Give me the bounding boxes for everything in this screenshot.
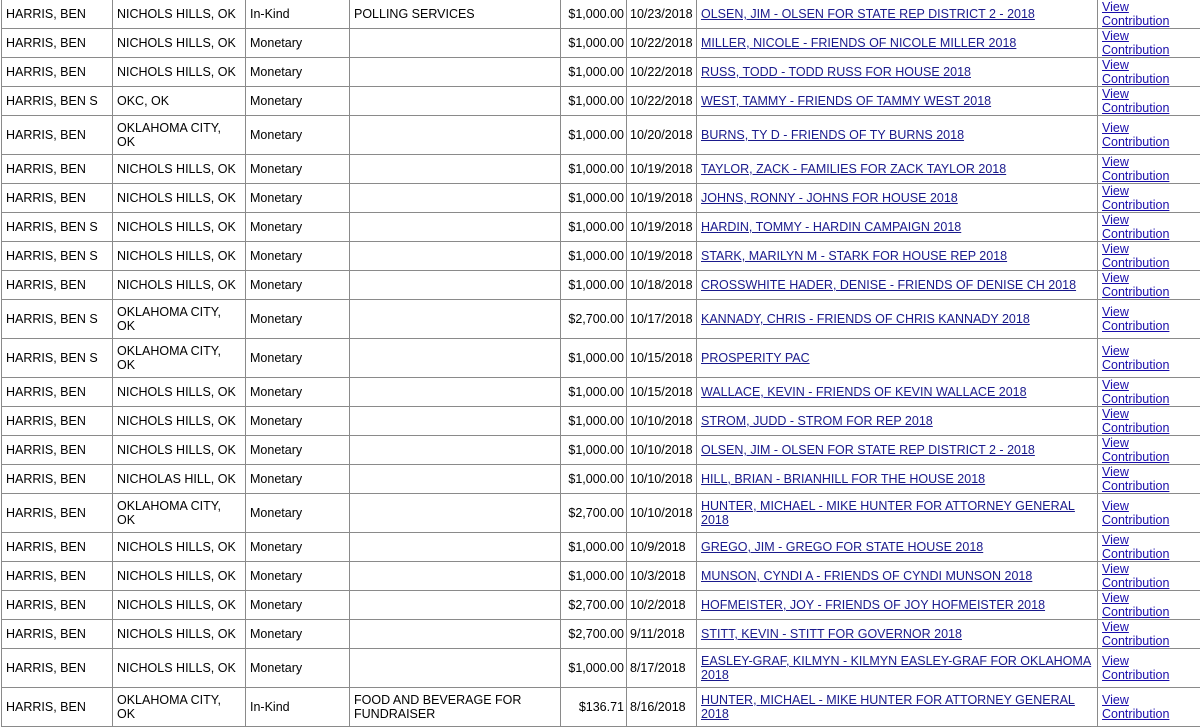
recipient-link[interactable]: HILL, BRIAN - BRIANHILL FOR THE HOUSE 2018	[701, 472, 985, 486]
recipient-cell	[697, 436, 1098, 465]
date-cell: 10/3/2018	[627, 562, 697, 591]
description-cell: POLLING SERVICES	[350, 0, 561, 29]
recipient-link[interactable]: STARK, MARILYN M - STARK FOR HOUSE REP 2018	[701, 249, 1007, 263]
amount-cell: $1,000.00	[561, 116, 627, 155]
description-cell	[350, 29, 561, 58]
contributor-name-cell: HARRIS, BEN	[2, 184, 113, 213]
table-row	[2, 58, 1200, 87]
description-cell	[350, 339, 561, 378]
view-contribution-cell	[1098, 494, 1200, 533]
amount-cell: $1,000.00	[561, 649, 627, 688]
recipient-link[interactable]: TAYLOR, ZACK - FAMILIES FOR ZACK TAYLOR 2018	[701, 162, 1006, 176]
view-contribution-cell	[1098, 436, 1200, 465]
contributor-city-cell: OKLAHOMA CITY, OK	[113, 688, 246, 727]
description-cell	[350, 116, 561, 155]
table-row	[2, 300, 1200, 339]
amount-cell: $1,000.00	[561, 87, 627, 116]
contribution-type-cell: Monetary	[246, 58, 350, 87]
contributor-name-cell: HARRIS, BEN S	[2, 213, 113, 242]
amount-cell: $1,000.00	[561, 58, 627, 87]
contribution-type-cell: Monetary	[246, 87, 350, 116]
contribution-type-cell: Monetary	[246, 620, 350, 649]
recipient-link[interactable]: EASLEY-GRAF, KILMYN - KILMYN EASLEY-GRAF FOR OKLAHOMA 2018	[701, 654, 1091, 682]
amount-cell: $1,000.00	[561, 0, 627, 29]
view-contribution-link[interactable]: View Contribution	[1102, 121, 1169, 149]
contributor-name-cell: HARRIS, BEN	[2, 591, 113, 620]
contributor-city-cell: NICHOLS HILLS, OK	[113, 649, 246, 688]
view-contribution-link[interactable]: View Contribution	[1102, 155, 1169, 183]
contributor-city-cell: NICHOLS HILLS, OK	[113, 591, 246, 620]
description-cell	[350, 58, 561, 87]
recipient-link[interactable]: RUSS, TODD - TODD RUSS FOR HOUSE 2018	[701, 65, 971, 79]
description-cell	[350, 436, 561, 465]
description-cell	[350, 562, 561, 591]
date-cell: 9/11/2018	[627, 620, 697, 649]
date-cell: 10/19/2018	[627, 213, 697, 242]
contributor-name-cell: HARRIS, BEN	[2, 155, 113, 184]
table-row	[2, 184, 1200, 213]
view-contribution-cell	[1098, 339, 1200, 378]
view-contribution-cell	[1098, 242, 1200, 271]
description-cell	[350, 620, 561, 649]
date-cell: 10/2/2018	[627, 591, 697, 620]
amount-cell: $1,000.00	[561, 242, 627, 271]
description-cell	[350, 494, 561, 533]
recipient-link[interactable]: HOFMEISTER, JOY - FRIENDS OF JOY HOFMEISTER 2018	[701, 598, 1045, 612]
table-row	[2, 242, 1200, 271]
description-cell	[350, 591, 561, 620]
contributor-name-cell: HARRIS, BEN	[2, 620, 113, 649]
recipient-link[interactable]: GREGO, JIM - GREGO FOR STATE HOUSE 2018	[701, 540, 983, 554]
contribution-type-cell: Monetary	[246, 116, 350, 155]
view-contribution-cell	[1098, 591, 1200, 620]
recipient-link[interactable]: HUNTER, MICHAEL - MIKE HUNTER FOR ATTORNEY GENERAL 2018	[701, 693, 1075, 721]
table-row	[2, 649, 1200, 688]
view-contribution-link[interactable]: View Contribution	[1102, 499, 1169, 527]
recipient-cell	[697, 562, 1098, 591]
date-cell: 10/10/2018	[627, 407, 697, 436]
view-contribution-link[interactable]: View Contribution	[1102, 184, 1169, 212]
view-contribution-cell	[1098, 58, 1200, 87]
amount-cell: $1,000.00	[561, 465, 627, 494]
date-cell: 10/19/2018	[627, 184, 697, 213]
table-row	[2, 407, 1200, 436]
view-contribution-cell	[1098, 649, 1200, 688]
date-cell: 10/19/2018	[627, 242, 697, 271]
recipient-link[interactable]: CROSSWHITE HADER, DENISE - FRIENDS OF DENISE CH 2018	[701, 278, 1076, 292]
description-cell	[350, 465, 561, 494]
recipient-link[interactable]: STROM, JUDD - STROM FOR REP 2018	[701, 414, 933, 428]
recipient-link[interactable]: MUNSON, CYNDI A - FRIENDS OF CYNDI MUNSON 2018	[701, 569, 1032, 583]
view-contribution-link[interactable]: View Contribution	[1102, 591, 1169, 619]
date-cell: 10/18/2018	[627, 271, 697, 300]
contribution-type-cell: Monetary	[246, 494, 350, 533]
recipient-cell	[697, 465, 1098, 494]
description-cell	[350, 242, 561, 271]
amount-cell: $1,000.00	[561, 184, 627, 213]
table-row	[2, 29, 1200, 58]
contributor-city-cell: NICHOLS HILLS, OK	[113, 378, 246, 407]
contribution-type-cell: Monetary	[246, 465, 350, 494]
date-cell: 10/9/2018	[627, 533, 697, 562]
recipient-link[interactable]: WEST, TAMMY - FRIENDS OF TAMMY WEST 2018	[701, 94, 991, 108]
table-row	[2, 213, 1200, 242]
recipient-cell	[697, 300, 1098, 339]
date-cell: 10/23/2018	[627, 0, 697, 29]
recipient-link[interactable]: HUNTER, MICHAEL - MIKE HUNTER FOR ATTORNEY GENERAL 2018	[701, 499, 1075, 527]
date-cell: 10/10/2018	[627, 465, 697, 494]
table-row	[2, 155, 1200, 184]
contribution-type-cell: In-Kind	[246, 0, 350, 29]
recipient-cell	[697, 242, 1098, 271]
contributor-city-cell: NICHOLS HILLS, OK	[113, 271, 246, 300]
view-contribution-cell	[1098, 688, 1200, 727]
date-cell: 10/15/2018	[627, 339, 697, 378]
view-contribution-cell	[1098, 271, 1200, 300]
view-contribution-cell	[1098, 155, 1200, 184]
view-contribution-cell	[1098, 300, 1200, 339]
contributor-city-cell: NICHOLS HILLS, OK	[113, 407, 246, 436]
recipient-cell	[697, 649, 1098, 688]
view-contribution-cell	[1098, 620, 1200, 649]
table-row	[2, 591, 1200, 620]
description-cell	[350, 649, 561, 688]
recipient-cell	[697, 688, 1098, 727]
contributor-name-cell: HARRIS, BEN	[2, 116, 113, 155]
contributor-name-cell: HARRIS, BEN	[2, 29, 113, 58]
view-contribution-cell	[1098, 184, 1200, 213]
view-contribution-link[interactable]: View Contribution	[1102, 436, 1169, 464]
recipient-link[interactable]: JOHNS, RONNY - JOHNS FOR HOUSE 2018	[701, 191, 958, 205]
recipient-cell	[697, 271, 1098, 300]
contributor-name-cell: HARRIS, BEN	[2, 494, 113, 533]
table-row	[2, 339, 1200, 378]
amount-cell: $1,000.00	[561, 213, 627, 242]
description-cell	[350, 300, 561, 339]
recipient-cell	[697, 620, 1098, 649]
contributor-city-cell: OKLAHOMA CITY, OK	[113, 116, 246, 155]
recipient-link[interactable]: HARDIN, TOMMY - HARDIN CAMPAIGN 2018	[701, 220, 961, 234]
contributor-name-cell: HARRIS, BEN	[2, 271, 113, 300]
recipient-cell	[697, 378, 1098, 407]
table-row	[2, 465, 1200, 494]
contribution-type-cell: Monetary	[246, 649, 350, 688]
description-cell	[350, 271, 561, 300]
view-contribution-link[interactable]: View Contribution	[1102, 465, 1169, 493]
amount-cell: $1,000.00	[561, 407, 627, 436]
description-cell	[350, 533, 561, 562]
date-cell: 8/17/2018	[627, 649, 697, 688]
date-cell: 10/20/2018	[627, 116, 697, 155]
description-cell	[350, 378, 561, 407]
contributor-city-cell: NICHOLAS HILL, OK	[113, 465, 246, 494]
contributor-city-cell: NICHOLS HILLS, OK	[113, 213, 246, 242]
view-contribution-cell	[1098, 378, 1200, 407]
amount-cell: $136.71	[561, 688, 627, 727]
contributor-city-cell: OKC, OK	[113, 87, 246, 116]
contributor-name-cell: HARRIS, BEN	[2, 688, 113, 727]
table-row	[2, 271, 1200, 300]
table-row	[2, 378, 1200, 407]
amount-cell: $2,700.00	[561, 494, 627, 533]
table-row	[2, 0, 1200, 29]
contributor-name-cell: HARRIS, BEN	[2, 378, 113, 407]
view-contribution-link[interactable]: View Contribution	[1102, 654, 1169, 682]
description-cell	[350, 213, 561, 242]
date-cell: 10/19/2018	[627, 155, 697, 184]
table-row	[2, 533, 1200, 562]
amount-cell: $1,000.00	[561, 436, 627, 465]
table-row	[2, 562, 1200, 591]
view-contribution-link[interactable]: View Contribution	[1102, 407, 1169, 435]
view-contribution-cell	[1098, 407, 1200, 436]
contributor-name-cell: HARRIS, BEN	[2, 533, 113, 562]
table-body	[2, 0, 1200, 727]
contributor-name-cell: HARRIS, BEN	[2, 649, 113, 688]
view-contribution-cell	[1098, 29, 1200, 58]
contributor-city-cell: NICHOLS HILLS, OK	[113, 58, 246, 87]
recipient-cell	[697, 87, 1098, 116]
contributor-name-cell: HARRIS, BEN	[2, 407, 113, 436]
table-row	[2, 494, 1200, 533]
view-contribution-link[interactable]: View Contribution	[1102, 87, 1169, 115]
amount-cell: $1,000.00	[561, 271, 627, 300]
contributor-name-cell: HARRIS, BEN S	[2, 300, 113, 339]
table-row	[2, 620, 1200, 649]
amount-cell: $2,700.00	[561, 300, 627, 339]
view-contribution-link[interactable]: View Contribution	[1102, 29, 1169, 57]
contribution-type-cell: Monetary	[246, 407, 350, 436]
contribution-type-cell: Monetary	[246, 562, 350, 591]
date-cell: 10/22/2018	[627, 29, 697, 58]
date-cell: 10/10/2018	[627, 494, 697, 533]
contributor-city-cell: OKLAHOMA CITY, OK	[113, 494, 246, 533]
contribution-type-cell: Monetary	[246, 271, 350, 300]
recipient-cell	[697, 591, 1098, 620]
recipient-link[interactable]: STITT, KEVIN - STITT FOR GOVERNOR 2018	[701, 627, 962, 641]
view-contribution-link[interactable]: View Contribution	[1102, 344, 1169, 372]
contributor-name-cell: HARRIS, BEN	[2, 562, 113, 591]
contribution-type-cell: Monetary	[246, 591, 350, 620]
contributor-name-cell: HARRIS, BEN S	[2, 87, 113, 116]
date-cell: 10/15/2018	[627, 378, 697, 407]
recipient-cell	[697, 29, 1098, 58]
amount-cell: $1,000.00	[561, 562, 627, 591]
view-contribution-cell	[1098, 0, 1200, 29]
contributor-city-cell: NICHOLS HILLS, OK	[113, 562, 246, 591]
contribution-type-cell: Monetary	[246, 184, 350, 213]
contributor-city-cell: NICHOLS HILLS, OK	[113, 0, 246, 29]
recipient-link[interactable]: KANNADY, CHRIS - FRIENDS OF CHRIS KANNADY 2018	[701, 312, 1030, 326]
view-contribution-cell	[1098, 465, 1200, 494]
contributor-city-cell: NICHOLS HILLS, OK	[113, 620, 246, 649]
view-contribution-link[interactable]: View Contribution	[1102, 0, 1169, 28]
description-cell	[350, 155, 561, 184]
table-row	[2, 436, 1200, 465]
view-contribution-link[interactable]: View Contribution	[1102, 213, 1169, 241]
date-cell: 10/22/2018	[627, 58, 697, 87]
table-row	[2, 116, 1200, 155]
recipient-cell	[697, 213, 1098, 242]
recipient-link[interactable]: WALLACE, KEVIN - FRIENDS OF KEVIN WALLACE 2018	[701, 385, 1027, 399]
recipient-link[interactable]: PROSPERITY PAC	[701, 351, 810, 365]
recipient-cell	[697, 339, 1098, 378]
contribution-type-cell: Monetary	[246, 300, 350, 339]
view-contribution-link[interactable]: View Contribution	[1102, 562, 1169, 590]
table-row	[2, 688, 1200, 727]
view-contribution-cell	[1098, 213, 1200, 242]
contributor-city-cell: NICHOLS HILLS, OK	[113, 155, 246, 184]
view-contribution-cell	[1098, 533, 1200, 562]
contributor-name-cell: HARRIS, BEN S	[2, 242, 113, 271]
view-contribution-link[interactable]: View Contribution	[1102, 242, 1169, 270]
view-contribution-link[interactable]: View Contribution	[1102, 271, 1169, 299]
contributor-name-cell: HARRIS, BEN	[2, 436, 113, 465]
recipient-link[interactable]: MILLER, NICOLE - FRIENDS OF NICOLE MILLER 2018	[701, 36, 1016, 50]
contributor-city-cell: NICHOLS HILLS, OK	[113, 184, 246, 213]
contributor-name-cell: HARRIS, BEN S	[2, 339, 113, 378]
contributor-city-cell: NICHOLS HILLS, OK	[113, 242, 246, 271]
recipient-cell	[697, 494, 1098, 533]
amount-cell: $2,700.00	[561, 591, 627, 620]
contributor-name-cell: HARRIS, BEN	[2, 465, 113, 494]
view-contribution-link[interactable]: View Contribution	[1102, 378, 1169, 406]
recipient-link[interactable]: OLSEN, JIM - OLSEN FOR STATE REP DISTRICT 2 - 2018	[701, 443, 1035, 457]
date-cell: 10/22/2018	[627, 87, 697, 116]
recipient-cell	[697, 184, 1098, 213]
description-cell: FOOD AND BEVERAGE FOR FUNDRAISER	[350, 688, 561, 727]
view-contribution-link[interactable]: View Contribution	[1102, 620, 1169, 648]
description-cell	[350, 87, 561, 116]
recipient-link[interactable]: BURNS, TY D - FRIENDS OF TY BURNS 2018	[701, 128, 964, 142]
amount-cell: $1,000.00	[561, 533, 627, 562]
contributor-city-cell: NICHOLS HILLS, OK	[113, 533, 246, 562]
contribution-type-cell: Monetary	[246, 533, 350, 562]
recipient-cell	[697, 155, 1098, 184]
view-contribution-cell	[1098, 562, 1200, 591]
date-cell: 10/10/2018	[627, 436, 697, 465]
contribution-type-cell: Monetary	[246, 242, 350, 271]
contributor-city-cell: NICHOLS HILLS, OK	[113, 436, 246, 465]
contribution-type-cell: Monetary	[246, 29, 350, 58]
contribution-type-cell: In-Kind	[246, 688, 350, 727]
contributor-city-cell: OKLAHOMA CITY, OK	[113, 300, 246, 339]
contributor-name-cell: HARRIS, BEN	[2, 58, 113, 87]
amount-cell: $1,000.00	[561, 29, 627, 58]
amount-cell: $1,000.00	[561, 378, 627, 407]
recipient-cell	[697, 58, 1098, 87]
amount-cell: $1,000.00	[561, 339, 627, 378]
view-contribution-cell	[1098, 87, 1200, 116]
contributor-city-cell: OKLAHOMA CITY, OK	[113, 339, 246, 378]
view-contribution-link[interactable]: View Contribution	[1102, 58, 1169, 86]
contribution-type-cell: Monetary	[246, 436, 350, 465]
contribution-type-cell: Monetary	[246, 378, 350, 407]
description-cell	[350, 407, 561, 436]
contributor-city-cell: NICHOLS HILLS, OK	[113, 29, 246, 58]
recipient-cell	[697, 0, 1098, 29]
table-row	[2, 87, 1200, 116]
recipient-cell	[697, 407, 1098, 436]
contribution-type-cell: Monetary	[246, 339, 350, 378]
view-contribution-link[interactable]: View Contribution	[1102, 693, 1169, 721]
contribution-type-cell: Monetary	[246, 213, 350, 242]
amount-cell: $2,700.00	[561, 620, 627, 649]
date-cell: 10/17/2018	[627, 300, 697, 339]
amount-cell: $1,000.00	[561, 155, 627, 184]
description-cell	[350, 184, 561, 213]
contribution-type-cell: Monetary	[246, 155, 350, 184]
date-cell: 8/16/2018	[627, 688, 697, 727]
recipient-cell	[697, 533, 1098, 562]
view-contribution-link[interactable]: View Contribution	[1102, 533, 1169, 561]
view-contribution-link[interactable]: View Contribution	[1102, 305, 1169, 333]
contributions-table	[1, 0, 1200, 727]
contributor-name-cell: HARRIS, BEN	[2, 0, 113, 29]
recipient-cell	[697, 116, 1098, 155]
recipient-link[interactable]: OLSEN, JIM - OLSEN FOR STATE REP DISTRICT 2 - 2018	[701, 7, 1035, 21]
view-contribution-cell	[1098, 116, 1200, 155]
